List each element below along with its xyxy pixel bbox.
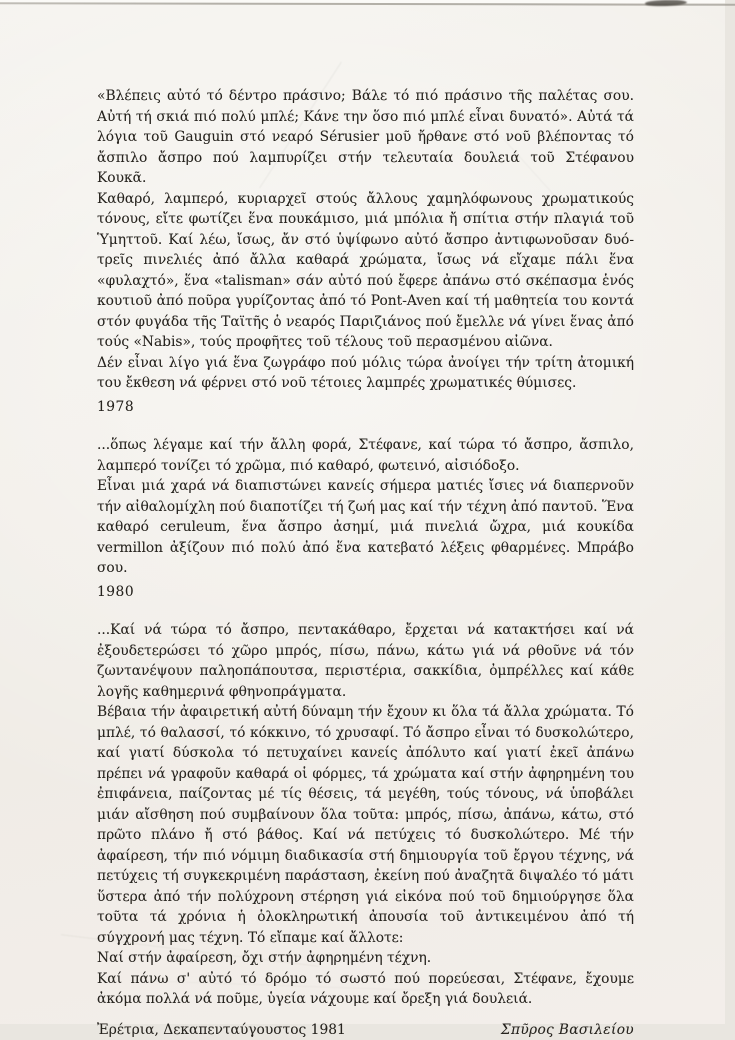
signature: Σπῦρος Βασιλείου xyxy=(501,1020,634,1040)
intro-paragraph-3: Δέν εἶναι λίγο γιά ἕνα ζωγράφο πού μόλις τώρα ἀνοίγει τήν τρίτη ἀτομική του ἔκθεση νά φέρνει στό νοῦ τέτοιες λαμπρές χρωματικές θύμισες. xyxy=(97,353,634,394)
entry-1980-paragraph-1: ...Καί νά τώρα τό ἄσπρο, πεντακάθαρο, ἔρχεται νά κατακτήσει καί νά ἐξουδετερώσει τό χῶρο μπρός, πίσω, πάνω, κάτω γιά νά ρθοῦνε νά τόν ζωντανέψουν παληοπάπουτσα, περιστέρια, σακκίδια, ὀμπρέλλες καί κάθε λογῆς καθημερινά φθηνοπράγματα. xyxy=(97,620,634,702)
date-heading-1980: 1980 xyxy=(97,582,634,603)
entry-1980-paragraph-2: Βέβαια τήν ἀφαιρετική αὐτή δύναμη τήν ἔχουν κι ὅλα τά ἄλλα χρώματα. Τό μπλέ, τό θαλασσί, τό κόκκινο, τό χρυσαφί. Τό ἄσπρο εἶναι τό δυσκολώτερο, καί γιατί δύσκολα τό πετυχαίνει κανείς ἀπόλυτο καί γιατί ἐκεῖ ἀπάνω πρέπει νά γραφοῦν καθαρά οἱ φόρμες, τά χρώματα καί στήν ἀφηρημένη του ἐπιφάνεια, παίζοντας μέ τίς θέσεις, τά μεγέθη, τούς τόνους, νά ὑποβάλει μιάν αἴσθηση πού συμβαίνουν ὅλα τοῦτα: μπρός, πίσω, ἀπάνω, κάτω, στό πρῶτο πλάνο ἤ στό βάθος. Καί νά πετύχεις τό δυσκολώτερο. Μέ τήν ἀφαίρεση, τήν πιό νόμιμη διαδικασία στή δημιουργία τοῦ ἔργου τέχνης, νά πετύχεις τή συγκεκριμένη παράσταση, ἐκείνη πού ἀναζητᾶ διψαλέο τό μάτι ὕστερα ἀπό τήν πολύχρονη στέρηση γιά εἰκόνα πού τοῦ δημιούργησε ὅλα τοῦτα τά χρόνια ἡ ὁλοκληρωτική ἀπουσία τοῦ ἀντικειμένου ἀπό τή σύγχρονή μας τέχνη. Τό εἴπαμε καί ἄλλοτε: xyxy=(97,702,634,948)
place-date: Ἐρέτρια, Δεκαπενταύγουστος 1981 xyxy=(97,1020,346,1040)
date-heading-1978: 1978 xyxy=(97,397,634,418)
ink-smudge xyxy=(645,0,687,7)
entry-1978-paragraph-2: Εἶναι μιά χαρά νά διαπιστώνει κανείς σήμερα ματιές ἴσιες νά διαπερνοῦν τήν αἰθαλομίχλη πού διαποτίζει τή ζωή μας καί τήν τέχνη ἀπό παντοῦ. Ἕνα καθαρό ceruleum, ἕνα ἄσπρο ἀσημί, μιά πινελιά ὤχρα, μιά κουκίδα vermillon ἀξίζουν πιό πολύ ἀπό ἕνα κατεβατό λέξεις φθαρμένες. Μπράβο σου. xyxy=(97,476,634,579)
entry-1980-paragraph-3: Ναί στήν ἀφαίρεση, ὄχι στήν ἀφηρημένη τέχνη. xyxy=(97,948,634,969)
intro-paragraph-1: «Βλέπεις αὐτό τό δέντρο πράσινο; Βάλε τό πιό πράσινο τῆς παλέτας σου. Αὐτή τή σκιά πιό πολύ μπλέ; Κάνε την ὅσο πιό μπλέ εἶναι δυνατό». Αὐτά τά λόγια τοῦ Gauguin στό νεαρό Sérusier μοῦ ἤρθανε στό νοῦ βλέποντας τό ἄσπιλο ἄσπρο πού λαμπυρίζει στήν τελευταία δουλειά τοῦ Στέφανου Κουκᾶ. xyxy=(97,86,634,189)
closing-line xyxy=(97,1020,634,1040)
intro-paragraph-2: Καθαρό, λαμπερό, κυριαρχεῖ στούς ἄλλους χαμηλόφωνους χρωματικούς τόνους, εἴτε φωτίζει ἕνα πουκάμισο, μιά μπόλια ἤ σπίτια στήν πλαγιά τοῦ Ὑμηττοῦ. Καί λέω, ἴσως, ἄν στό ὑψίφωνο αὐτό ἄσπρο ἀντιφωνοῦσαν δυό-τρεῖς πινελιές ἀπό ἄλλα καθαρά χρώματα, ἴσως νά εἴχαμε πάλι ἕνα «φυλαχτό», ἕνα «talisman» σάν αὐτό πού ἔφερε ἀπάνω στό σκέπασμα ἑνός κουτιοῦ ἀπό ποῦρα γυρίζοντας ἀπό τό Pont-Aven καί τή μαθητεία του κοντά στόν φυγάδα τῆς Ταϊτῆς ὁ νεαρός Παριζιάνος πού ἔμελλε νά γίνει ἕνας ἀπό τούς «Nabis», τούς προφῆτες τοῦ τέλους τοῦ περασμένου αἰῶνα. xyxy=(97,189,634,353)
letter-body xyxy=(97,86,634,1040)
page-top-edge xyxy=(0,2,735,6)
entry-1978-paragraph-1: ...ὅπως λέγαμε καί τήν ἄλλη φορά, Στέφανε, καί τώρα τό ἄσπρο, ἄσπιλο, λαμπερό τονίζει τό χρῶμα, πιό καθαρό, φωτεινό, αἰσιόδοξο. xyxy=(97,435,634,476)
entry-1980-paragraph-4: Καί πάνω σ' αὐτό τό δρόμο τό σωστό πού πορεύεσαι, Στέφανε, ἔχουμε ἀκόμα πολλά νά ποῦμε, ὑγεία νάχουμε καί ὄρεξη γιά δουλειά. xyxy=(97,969,634,1010)
